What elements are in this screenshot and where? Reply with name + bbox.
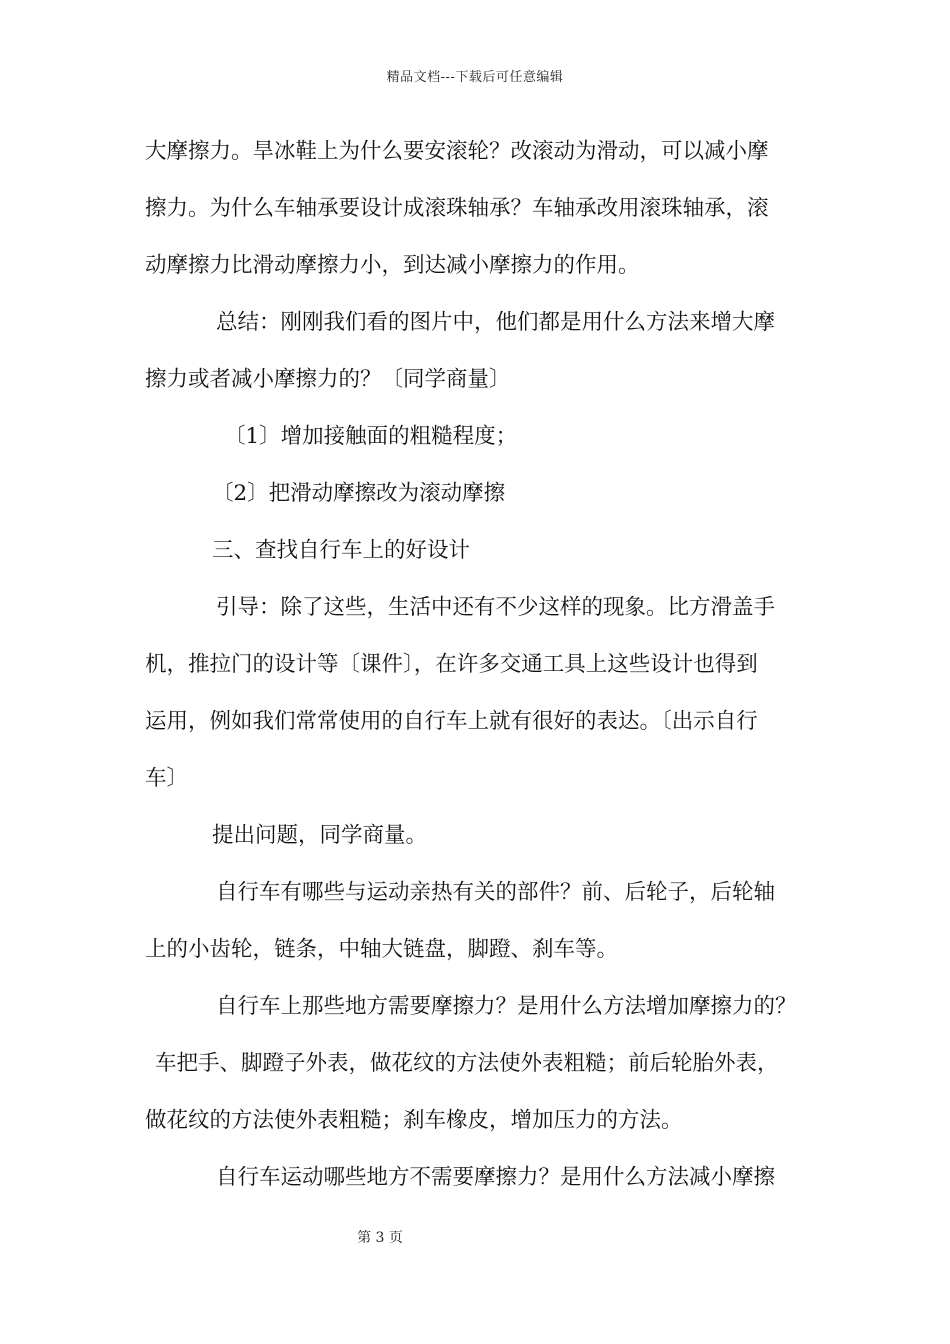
paragraph-line: 大摩擦力。旱冰鞋上为什么要安滚轮？改滚动为滑动，可以减小摩 (145, 139, 769, 164)
list-item: 〔2〕把滑动摩擦改为滚动摩擦 (212, 481, 506, 506)
page-header: 精品文档---下载后可任意编辑 (386, 70, 564, 85)
paragraph-line: 总结：刚刚我们看的图片中，他们都是用什么方法来增大摩 (216, 310, 776, 335)
page-footer: 第 3 页 (357, 1230, 403, 1246)
list-item: 〔1〕增加接触面的粗糙程度； (224, 424, 518, 449)
paragraph-line: 机，推拉门的设计等〔课件〕，在许多交通工具上这些设计也得到 (145, 652, 758, 677)
paragraph-line: 运用，例如我们常常使用的自行车上就有很好的表达。〔出示自行 (145, 709, 758, 734)
paragraph-line: 自行车运动哪些地方不需要摩擦力？是用什么方法减小摩擦 (216, 1165, 776, 1190)
paragraph-line: 引导：除了这些，生活中还有不少这样的现象。比方滑盖手 (216, 595, 776, 620)
paragraph-line: 动摩擦力比滑动摩擦力小，到达减小摩擦力的作用。 (145, 253, 640, 278)
paragraph-line: 擦力或者减小摩擦力的？〔同学商量〕 (145, 367, 511, 392)
paragraph-line: 自行车上那些地方需要摩擦力？是用什么方法增加摩擦力的？ (216, 994, 797, 1019)
paragraph-line: 提出问题，同学商量。 (212, 823, 428, 848)
paragraph-line: 自行车有哪些与运动亲热有关的部件？前、后轮子，后轮轴 (216, 880, 776, 905)
paragraph-line: 擦力。为什么车轴承要设计成滚珠轴承？车轴承改用滚珠轴承，滚 (145, 196, 769, 221)
paragraph-line: 车把手、脚蹬子外表，做花纹的方法使外表粗糙；前后轮胎外表， (155, 1051, 779, 1076)
paragraph-line: 车〕 (145, 766, 189, 791)
section-heading: 三、查找自行车上的好设计 (212, 538, 471, 563)
paragraph-line: 做花纹的方法使外表粗糙；刹车橡皮，增加压力的方法。 (145, 1108, 683, 1133)
paragraph-line: 上的小齿轮，链条，中轴大链盘，脚蹬、刹车等。 (145, 937, 619, 962)
